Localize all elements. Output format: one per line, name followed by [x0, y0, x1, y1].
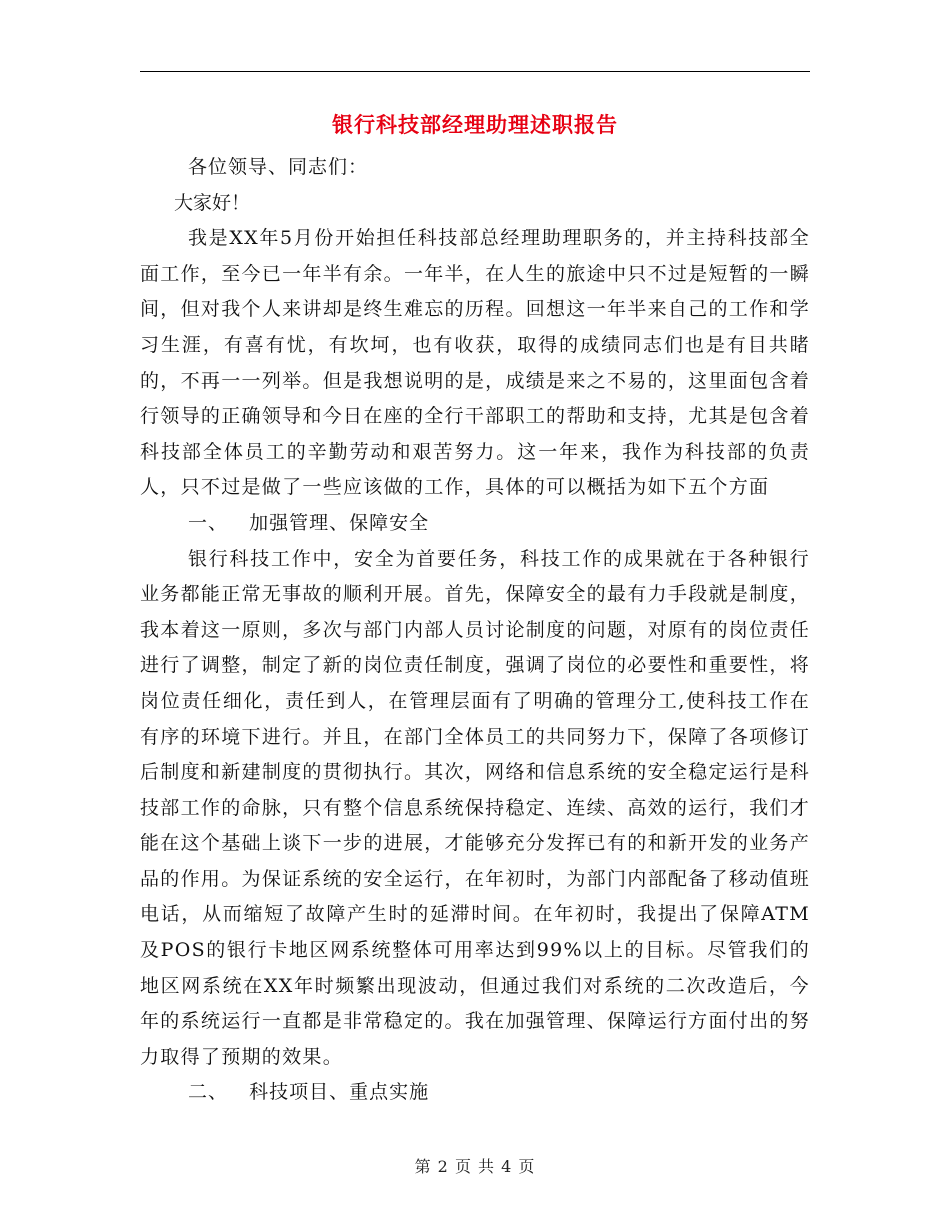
document-body	[140, 150, 810, 1111]
section-heading-1: 一、 加强管理、保障安全	[188, 511, 430, 534]
document-title: 银行科技部经理助理述职报告	[332, 112, 618, 137]
header-rule	[140, 71, 810, 72]
paragraph-intro: 我是XX年5月份开始担任科技部总经理助理职务的，并主持科技部全面工作，至今已一年半有余。一年半，在人生的旅途中只不过是短暂的一瞬间，但对我个人来讲却是终生难忘的历程。回想这一年半来自己的工作和学习生涯，有喜有忧，有坎坷，也有收获，取得的成绩同志们也是有目共睹的，不再一一列举。但是我想说明的是，成绩是来之不易的，这里面包含着行领导的正确领导和今日在座的全行干部职工的帮助和支持，尤其是包含着科技部全体员工的辛勤劳动和艰苦努力。这一年来，我作为科技部的负责人，只不过是做了一些应该做的工作，具体的可以概括为如下五个方面	[140, 227, 810, 499]
section-heading-2: 二、 科技项目、重点实施	[188, 1081, 430, 1104]
greeting: 大家好！	[174, 191, 251, 214]
page-number: 第 2 页 共 4 页	[414, 1157, 536, 1176]
salutation: 各位领导、同志们：	[188, 156, 369, 178]
paragraph-section-1: 银行科技工作中，安全为首要任务，科技工作的成果就在于各种银行业务都能正常无事故的顺利开展。首先，保障安全的最有力手段就是制度，我本着这一原则，多次与部门内部人员讨论制度的问题，对原有的岗位责任进行了调整，制定了新的岗位责任制度，强调了岗位的必要性和重要性，将岗位责任细化，责任到人，在管理层面有了明确的管理分工,使科技工作在有序的环境下进行。并且，在部门全体员工的共同努力下，保障了各项修订后制度和新建制度的贯彻执行。其次，网络和信息系统的安全稳定运行是科技部工作的命脉，只有整个信息系统保持稳定、连续、高效的运行，我们才能在这个基础上谈下一步的进展，才能够充分发挥已有的和新开发的业务产品的作用。为保证系统的安全运行，在年初时，为部门内部配备了移动值班电话，从而缩短了故障产生时的延滞时间。在年初时，我提出了保障ATM及POS的银行卡地区网系统整体可用率达到99%以上的目标。尽管我们的地区网系统在XX年时频繁出现波动，但通过我们对系统的二次改造后，今年的系统运行一直都是非常稳定的。我在加强管理、保障运行方面付出的努力取得了预期的效果。	[140, 547, 810, 1068]
